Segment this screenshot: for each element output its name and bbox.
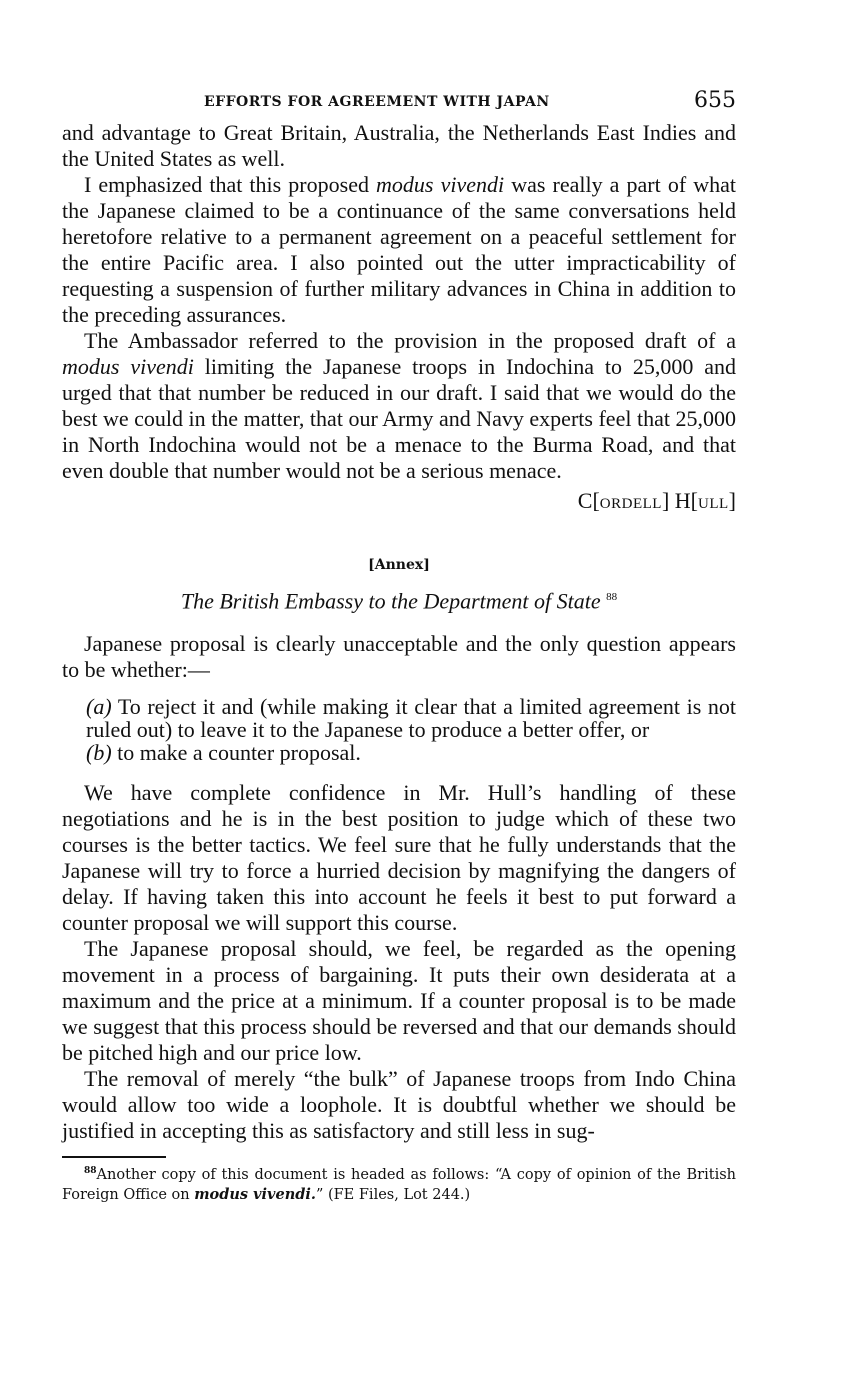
options-list: [86, 695, 736, 764]
page-number: 655: [694, 88, 736, 113]
footnote: $^{88}$Another copy of this document is headed as follows: “A copy of opinion of the British Foreign Office on modus vivendi.” (FE Files, Lot 244.): [62, 1166, 736, 1204]
paragraph-3: The Ambassador referred to the provision in the proposed draft of a modus vivendi limiting the Japanese troops in Indochina to 25,000 and urged that that number be reduced in our draft. I said that we would do the best we could in the matter, that our Army and Navy experts feel that 25,000 in North Indochina would not be a menace to the Burma Road, and that even double that number would not be a serious menace.: [62, 328, 736, 483]
annex-label: [Annex]: [368, 557, 430, 573]
paragraph-2: I emphasized that this proposed modus vivendi was really a part of what the Japanese claimed to be a continuance of the same conversations held heretofore relative to a permanent agreement on a peaceful settlement for the entire Pacific area. I also pointed out the utter impracticability of requesting a suspension of further military advances in China in addition to the preceding assurances.: [62, 172, 736, 327]
italic-term: modus vivendi: [62, 354, 194, 379]
option-b: (b) to make a counter proposal.: [86, 740, 361, 766]
footnote-reference: 88: [606, 591, 618, 603]
footnote-divider: [62, 1156, 166, 1158]
annex-intro: Japanese proposal is clearly unacceptable and the only question appears to be whether:—: [62, 631, 736, 683]
signature: C[ORDELL] H[ULL]: [577, 488, 736, 513]
paragraph-4: We have complete confidence in Mr. Hull’s handling of these negotiations and he is in the best position to judge which of these two courses is the better tactics. We feel sure that he fully understands that the Japanese will try to force a hurried decision by magnifying the dangers of delay. If having taken this into account he feels it best to put forward a counter proposal we will support this course.: [62, 780, 736, 936]
annex-title: The British Embassy to the Department of State $^{88}$: [180, 588, 618, 614]
paragraph-6: The removal of merely “the bulk” of Japanese troops from Indo China would allow too wide a loophole. It is doubtful whether we should be justified in accepting this as satisfactory and still less in sug-: [62, 1066, 736, 1144]
paragraph-5: The Japanese proposal should, we feel, be regarded as the opening movement in a process of bargaining. It puts their own desiderata at a maximum and the price at a minimum. If a counter proposal is to be made we suggest that this process should be reversed and that our demands should be pitched high and our price low.: [62, 936, 736, 1066]
document-page: [62, 88, 736, 1205]
paragraph-1: and advantage to Great Britain, Australia, the Netherlands East Indies and the United States as well.: [62, 120, 736, 171]
page-header: [62, 88, 736, 120]
option-a: (a) To reject it and (while making it clear that a limited agreement is not ruled out) to leave it to the Japanese to produce a better offer, or: [86, 694, 736, 743]
running-head: EFFORTS FOR AGREEMENT WITH JAPAN: [204, 94, 550, 110]
italic-term: modus vivendi: [376, 172, 505, 197]
